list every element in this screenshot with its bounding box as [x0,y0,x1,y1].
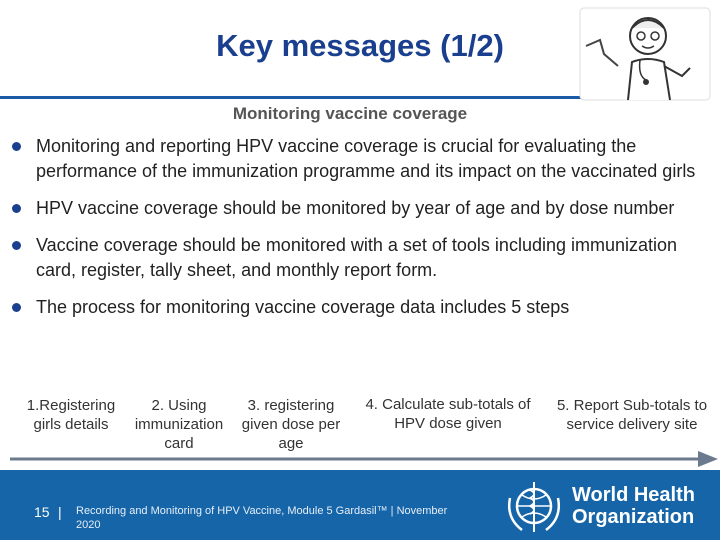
title-divider [0,96,585,99]
bullet-list [12,134,712,332]
process-step-1: 1.Registering girls details [26,397,116,433]
who-emblem-icon [504,478,564,536]
footer-separator: | [58,504,62,520]
bullet-item: Monitoring and reporting HPV vaccine coverage is crucial for evaluating the performance of the immunization programme and its impact on the vaccinated girls [12,134,712,184]
who-logo-text: World Health Organization [572,484,695,528]
footer-text: Recording and Monitoring of HPV Vaccine, Module 5 Gardasil™ | November 2020 [76,505,448,531]
bullet-item: Vaccine coverage should be monitored with a set of tools including immunization card, register, tally sheet, and monthly report form. [12,233,712,283]
bullet-item: The process for monitoring vaccine coverage data includes 5 steps [12,295,712,320]
bullet-item: HPV vaccine coverage should be monitored by year of age and by dose number [12,196,712,221]
footer-bar [0,470,720,540]
process-step-5: 5. Report Sub-totals to service delivery site [556,397,708,433]
process-arrow-icon [10,450,718,468]
process-step-2: 2. Using immunization card [134,397,224,452]
page-number: 15 [34,504,50,520]
process-step-3: 3. registering given dose per age [241,397,341,452]
slide-title: Key messages (1/2) [216,28,504,63]
bullet-dot-icon [12,303,21,312]
bullet-dot-icon [12,204,21,213]
slide-subtitle: Monitoring vaccine coverage [232,104,468,123]
bullet-dot-icon [12,142,21,151]
doctor-pointing-illustration [578,6,712,102]
process-step-4: 4. Calculate sub-totals of HPV dose given [365,396,531,432]
bullet-dot-icon [12,241,21,250]
